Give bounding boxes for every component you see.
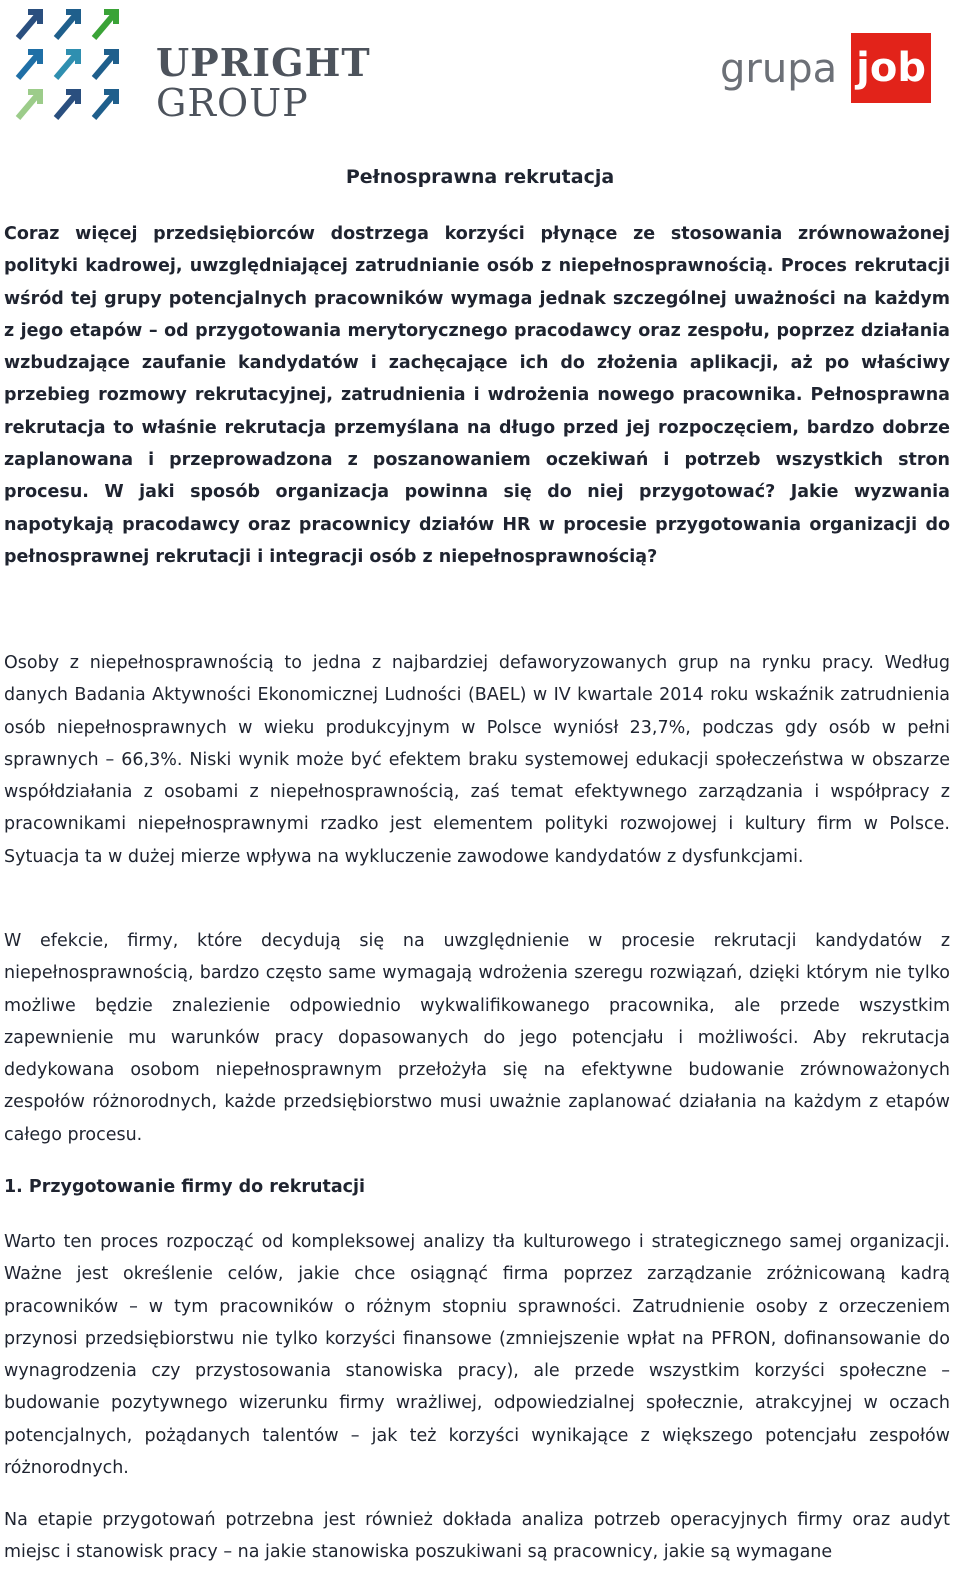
upright-wordmark-line1: UPRIGHT (156, 40, 371, 85)
paragraph-1: Osoby z niepełnosprawnością to jedna z najbardziej defaworyzowanych grup na rynku pracy. Według danych Badania Aktywności Ekonomicznej Ludności (BAEL) w IV kwartale 2014 roku wskaźnik zatrudnienia osób niepełnosprawnych w wieku produkcyjnym w Polsce wyniósł 23,7%, podczas gdy osób w pełni sprawnych – 66,3%. Niski wynik może być efektem braku systemowej edukacji społeczeństwa w obszarze współdziałania z osobami z niepełnosprawnością, zaś temat efektywnego zarządzania i współpracy z pracownikami niepełnosprawnymi rzadko jest elementem polityki rozwojowej i kultury firm w Polsce. Sytuacja ta w dużej mierze wpływa na wykluczenie zawodowe kandydatów z dysfunkcjami. (4, 653, 950, 867)
section-1-heading: 1. Przygotowanie firmy do rekrutacji (4, 1177, 366, 1197)
page-header (0, 0, 960, 130)
document-title: Pełnosprawna rekrutacja (345, 166, 615, 188)
upright-group-logo-icon (14, 6, 126, 122)
paragraph-4: Na etapie przygotowań potrzebna jest również dokłada analiza potrzeb operacyjnych firmy oraz audyt miejsc i stanowisk pracy – na jakie stanowiska poszukiwani są pracownicy, jakie są wymagane (4, 1510, 950, 1563)
upright-wordmark-line2: GROUP (156, 81, 309, 125)
paragraph-2: W efekcie, firmy, które decydują się na uwzględnienie w procesie rekrutacji kandydatów z niepełnosprawnością, bardzo często same wymagają wdrożenia szeregu rozwiązań, dzięki którym nie tylko możliwe będzie znalezienie odpowiednio wykwalifikowanego pracownika, ale przede wszystkim zapewnienie mu warunków pracy dopasowanych do jego potencjału i możliwości. Aby rekrutacja dedykowana osobom niepełnosprawnym przełożyła się na efektywne budowanie zrównoważonych zespołów różnorodnych, każde przedsiębiorstwo musi uważnie zaplanować działania na każdym z etapów całego procesu. (4, 931, 950, 1145)
intro-paragraph: Coraz więcej przedsiębiorców dostrzega korzyści płynące ze stosowania zrównoważonej polityki kadrowej, uwzględniającej zatrudnianie osób z niepełnosprawnością. Proces rekrutacji wśród tej grupy potencjalnych pracowników wymaga jednak szczególnej uważności na każdym z jego etapów – od przygotowania merytorycznego pracodawcy oraz zespołu, poprzez działania wzbudzające zaufanie kandydatów i zachęcające ich do złożenia aplikacji, aż po właściwy przebieg rozmowy rekrutacyjnej, zatrudnienia i wdrożenia nowego pracownika. Pełnosprawna rekrutacja to właśnie rekrutacja przemyślana na długo przed jej rozpoczęciem, bardzo dobrze zaplanowana i przeprowadzona z poszanowaniem oczekiwań i potrzeb wszystkich stron procesu. W jaki sposób organizacja powinna się do niej przygotować? Jakie wyzwania napotykają pracodawcy oraz pracownicy działów HR w procesie przygotowania organizacji do pełnosprawnej rekrutacji i integracji osób z niepełnosprawnością? (4, 224, 950, 567)
grupa-wordmark: grupa (720, 46, 838, 92)
grupa-job-logo (720, 33, 931, 103)
upright-group-wordmark (156, 40, 371, 125)
paragraph-3: Warto ten proces rozpocząć od kompleksowej analizy tła kulturowego i strategicznego samej organizacji. Ważne jest określenie celów, jakie chce osiągnąć firma poprzez zarządzanie zróżnicowaną kadrą pracowników – w tym pracowników o różnym stopniu sprawności. Zatrudnienie osoby z orzeczeniem przynosi przedsiębiorstwu nie tylko korzyści finansowe (zmniejszenie wpłat na PFRON, dofinansowanie do wynagrodzenia czy przystosowania stanowiska pracy), ale przede wszystkim korzyści społeczne – budowanie pozytywnego wizerunku firmy wrażliwej, odpowiedzialnej społecznie, atrakcyjnej w oczach potencjalnych, pożądanych talentów – jak też korzyści wynikające z większego potencjału zespołów różnorodnych. (4, 1232, 950, 1479)
job-wordmark: job (851, 33, 931, 103)
